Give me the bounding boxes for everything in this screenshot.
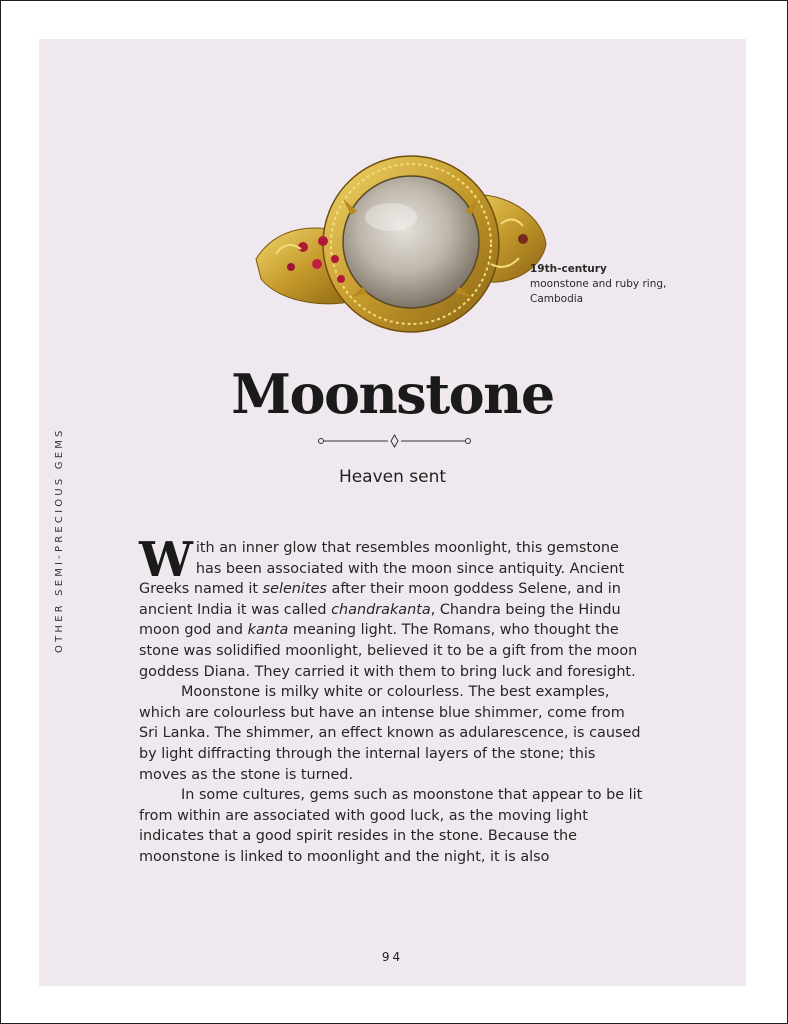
paragraph-2: Moonstone is milky white or colourless. The best examples, which are colourless but have an intense blue shimmer, come from Sri Lanka. The shimmer, an effect known as adularescence, is caused by light diffracting through the internal layers of the stone; this moves as the stone is turned. <box>139 684 641 783</box>
drop-cap: W <box>139 532 193 588</box>
paragraph-3: In some cultures, gems such as moonstone that appear to be lit from within are associated with good luck, as the moving light indicates that a good spirit resides in the stone. Because the moonstone is linked to moonlight and the night, it is also <box>139 787 643 865</box>
image-caption <box>530 262 680 307</box>
title-divider-ornament <box>317 434 472 448</box>
moonstone-ring-image <box>251 129 551 359</box>
paragraph-1-text-b: after their moon goddess Selene, and in ancient India it was called <box>139 581 621 618</box>
page-number: 94 <box>381 950 404 964</box>
page-title: Moonstone <box>231 362 554 426</box>
italic-term-selenites: selenites <box>262 581 327 598</box>
paragraph-1 <box>139 532 645 682</box>
section-side-label: OTHER SEMI-PRECIOUS GEMS <box>54 427 65 653</box>
body-text <box>139 532 645 868</box>
italic-term-kanta: kanta <box>247 622 289 639</box>
book-page <box>39 39 746 986</box>
caption-heading: 19th-century <box>530 263 607 275</box>
caption-text: moonstone and ruby ring, Cambodia <box>530 278 667 305</box>
italic-term-chandrakanta: chandrakanta <box>331 601 431 618</box>
paragraph-1-text-c: , Chandra being the Hindu moon god and <box>139 601 621 639</box>
page-subtitle: Heaven sent <box>338 467 447 487</box>
paragraph-1-text-d: meaning light. The Romans, who thought the stone was solidified moonlight, believed it to be a gift from the moon goddess Diana. They carried it with them to bring luck and foresight. <box>139 622 638 680</box>
paragraph-1-text-a: ith an inner glow that resembles moonlight, this gemstone has been associated with the moon since antiquity. Ancient Greeks named it <box>139 540 625 598</box>
